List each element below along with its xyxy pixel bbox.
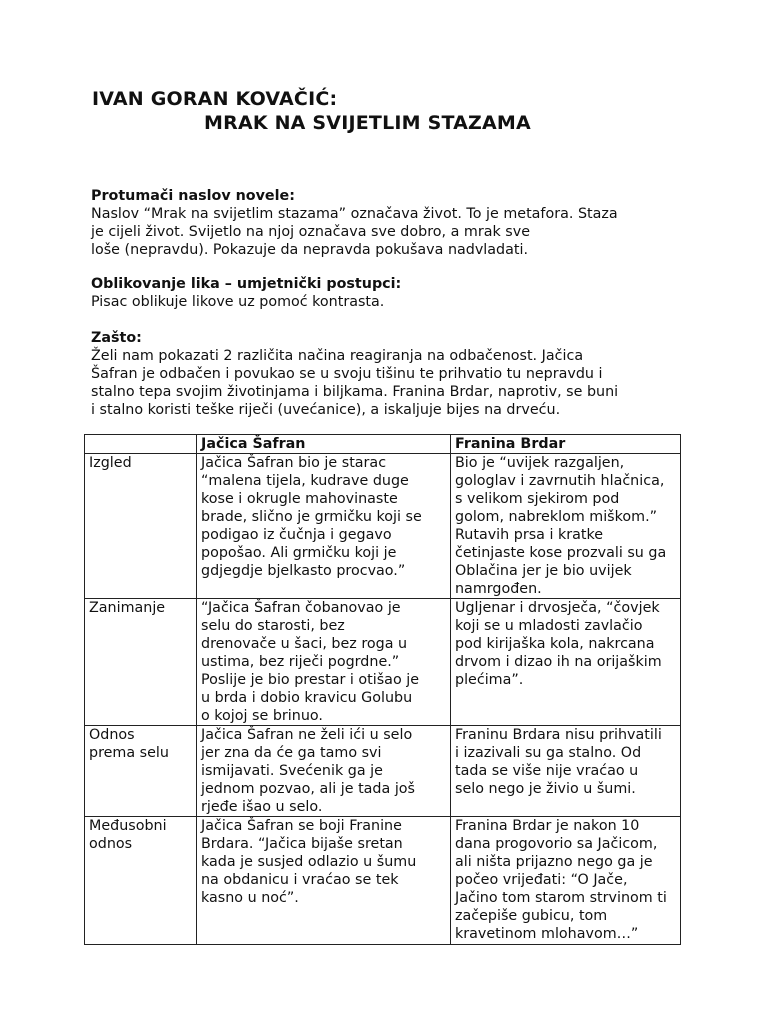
comparison-table [84, 434, 681, 945]
cell-line: s velikom sjekirom pod [455, 491, 620, 507]
franina-cell [451, 726, 681, 817]
paragraph-line: loše (nepravdu). Pokazuje da nepravda pokušava nadvladati. [91, 242, 528, 258]
table-row [85, 817, 681, 945]
cell-line: kada je susjed odlazio u šumu [201, 854, 417, 870]
cell-line: Franina Brdar je nakon 10 [455, 818, 640, 834]
jacica-cell [197, 817, 451, 945]
cell-line: namrgođen. [455, 581, 542, 597]
cell-line: kose i okrugle mahovinaste [201, 491, 398, 507]
cell-line: Poslije je bio prestar i otišao je [201, 672, 419, 688]
cell-line: prema selu [89, 745, 169, 761]
cell-line: koji se u mladosti zavlačio [455, 618, 643, 634]
cell-line: drvom i dizao ih na orijaškim [455, 654, 662, 670]
franina-cell [451, 454, 681, 599]
cell-line: Franinu Brdara nisu prihvatili [455, 727, 662, 743]
cell-line: Rutavih prsa i kratke [455, 527, 604, 543]
jacica-cell [197, 454, 451, 599]
cell-line: ali ništa prijazno nego ga je [455, 854, 653, 870]
paragraph-line: i stalno koristi teške riječi (uvećanice), a iskaljuje bijes na drveću. [91, 402, 561, 418]
cell-line: rjeđe išao u selo. [201, 799, 323, 815]
cell-line: odnos [89, 836, 133, 852]
table-row [85, 454, 681, 599]
franina-cell [451, 817, 681, 945]
cell-line: tada se više nije vraćao u [455, 763, 639, 779]
cell-line: Jačino tom starom strvinom ti [455, 890, 667, 906]
table-row [85, 599, 681, 726]
section-why [91, 329, 691, 419]
paragraph-line: Želi nam pokazati 2 različita načina reagiranja na odbačenost. Jačica [91, 348, 584, 364]
section-character-shaping [91, 275, 691, 311]
cell-line: ustima, bez riječi pogrdne.” [201, 654, 400, 670]
cell-line: o kojoj se brinuo. [201, 708, 323, 724]
cell-line: jednom pozvao, ali je tada još [201, 781, 415, 797]
cell-line: Ugljenar i drvosječa, “čovjek [455, 600, 660, 616]
cell-line: Međusobni [89, 818, 167, 834]
cell-line: gdjegdje bjelkasto procvao.” [201, 563, 406, 579]
cell-line: Jačica Šafran se boji Franine [201, 818, 402, 834]
table-header-cell: Franina Brdar [451, 435, 681, 454]
cell-line: Jačica Šafran ne želi ići u selo [201, 727, 413, 743]
section-heading: Oblikovanje lika – umjetnički postupci: [91, 276, 402, 292]
cell-line: selo nego je živio u šumi. [455, 781, 636, 797]
cell-line: i izazivali su ga stalno. Od [455, 745, 642, 761]
cell-line: brade, slično je grmičku koji se [201, 509, 422, 525]
jacica-cell [197, 726, 451, 817]
cell-line: popošao. Ali grmičku koji je [201, 545, 397, 561]
cell-line: “Jačica Šafran čobanovao je [201, 600, 401, 616]
cell-line: plećima”. [455, 672, 524, 688]
table-header-cell: Jačica Šafran [197, 435, 451, 454]
cell-line: Odnos [89, 727, 135, 743]
cell-line: dana progovorio sa Jačicom, [455, 836, 658, 852]
cell-line: ismijavati. Svećenik ga je [201, 763, 383, 779]
cell-line: Jačica Šafran bio je starac [201, 455, 387, 471]
cell-line: začepiše gubicu, tom [455, 908, 608, 924]
row-label-cell [85, 454, 197, 599]
jacica-cell [197, 599, 451, 726]
table-header-row [85, 435, 681, 454]
row-label-cell [85, 726, 197, 817]
paragraph-line: Naslov “Mrak na svijetlim stazama” označava život. To je metafora. Staza [91, 206, 618, 222]
cell-line: Izgled [89, 455, 132, 471]
cell-line: jer zna da će ga tamo svi [201, 745, 382, 761]
row-label-cell [85, 817, 197, 945]
section-heading: Zašto: [91, 330, 142, 346]
section-title-meaning [91, 187, 691, 259]
cell-line: golom, nabreklom miškom.” [455, 509, 658, 525]
document-title-author: IVAN GORAN KOVAČIĆ: [92, 88, 338, 110]
cell-line: gologlav i zavrnutih hlačnica, [455, 473, 665, 489]
cell-line: Brdara. “Jačica bijaše sretan [201, 836, 403, 852]
paragraph-line: je cijeli život. Svijetlo na njoj označava sve dobro, a mrak sve [91, 224, 531, 240]
cell-line: Oblačina jer je bio uvijek [455, 563, 632, 579]
table-header-cell [85, 435, 197, 454]
paragraph-line: Pisac oblikuje likove uz pomoć kontrasta. [91, 294, 385, 310]
cell-line: kasno u noć”. [201, 890, 299, 906]
cell-line: Zanimanje [89, 600, 166, 616]
cell-line: na obdanicu i vraćao se tek [201, 872, 399, 888]
cell-line: “malena tijela, kudrave duge [201, 473, 409, 489]
cell-line: počeo vrijeđati: “O Jače, [455, 872, 628, 888]
section-heading: Protumači naslov novele: [91, 188, 295, 204]
franina-cell [451, 599, 681, 726]
cell-line: u brda i dobio kravicu Golubu [201, 690, 413, 706]
cell-line: kravetinom mlohavom…” [455, 926, 639, 942]
table-row [85, 726, 681, 817]
cell-line: četinjaste kose prozvali su ga [455, 545, 667, 561]
cell-line: selu do starosti, bez [201, 618, 345, 634]
cell-line: podigao iz čučnja i gegavo [201, 527, 392, 543]
document-title-novel: MRAK NA SVIJETLIM STAZAMA [204, 112, 531, 134]
cell-line: Bio je “uvijek razgaljen, [455, 455, 625, 471]
row-label-cell [85, 599, 197, 726]
cell-line: drenovače u šaci, bez roga u [201, 636, 408, 652]
paragraph-line: Šafran je odbačen i povukao se u svoju tišinu te prihvatio tu nepravdu i [91, 366, 603, 382]
cell-line: pod kirijaška kola, nakrcana [455, 636, 655, 652]
paragraph-line: stalno tepa svojim životinjama i biljkama. Franina Brdar, naprotiv, se buni [91, 384, 619, 400]
